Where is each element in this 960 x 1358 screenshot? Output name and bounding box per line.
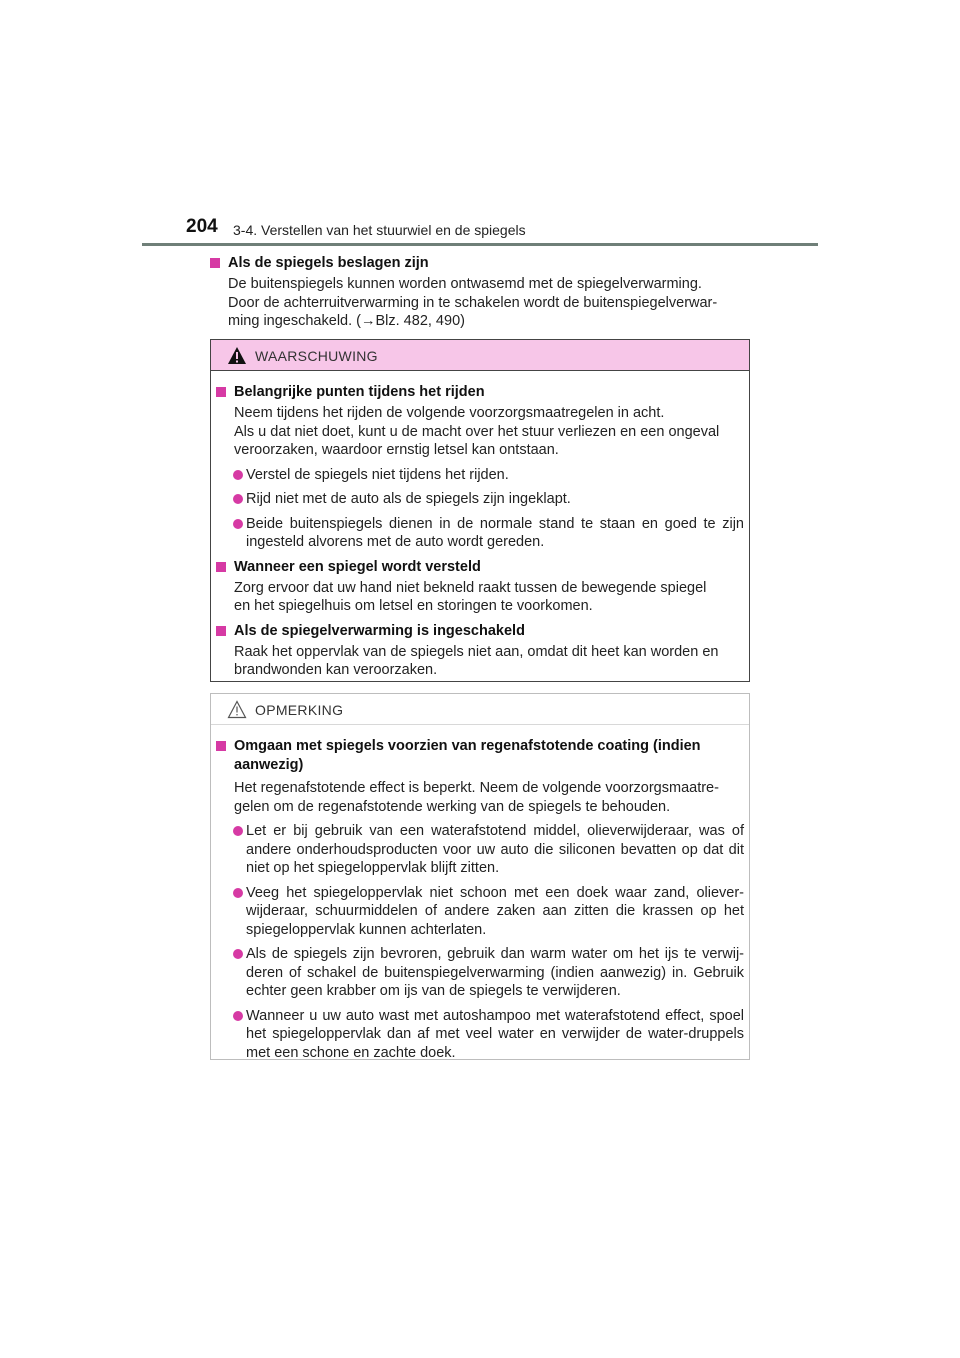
section-heading [216, 558, 744, 577]
intro-heading [210, 254, 750, 273]
section-heading [216, 383, 744, 402]
chapter-title: 3-4. Verstellen van het stuurwiel en de spiegels [233, 222, 526, 238]
intro-line: De buitenspiegels kunnen worden ontwasemd met de spiegelverwarming. [228, 276, 702, 292]
list-item [216, 1007, 744, 1063]
list-item-text: Wanneer u uw auto wast met autoshampoo met waterafstotend effect, spoel het spiegeloppervlak dan af met veel water en verwijder de water-druppels met een schone en zachte doek. [246, 1007, 744, 1061]
intro-body [210, 275, 750, 331]
body-line: Als u dat niet doet, kunt u de macht over het stuur verliezen en een ongeval [234, 423, 720, 440]
circle-bullet-icon [233, 826, 243, 836]
notice-heading-text: Omgaan met spiegels voorzien van regenafstotende coating (indien aanwezig) [234, 738, 701, 773]
warning-title: WAARSCHUWING [255, 348, 378, 364]
warning-section-driving [216, 383, 744, 552]
circle-bullet-icon [233, 519, 243, 529]
notice-triangle-icon [227, 700, 247, 719]
body-line: gelen om de regenafstotende werking van de spiegels te behouden. [234, 798, 671, 815]
list-item-text: Verstel de spiegels niet tijdens het rijden. [246, 466, 509, 483]
list-item [216, 822, 744, 878]
square-bullet-icon [216, 741, 226, 751]
list-item-text: Als de spiegels zijn bevroren, gebruik dan warm water om het ijs te verwij-deren of schakel de buitenspiegelverwarming (indien aanwezig) in. Gebruik echter geen krabber om ijs van de spiegels te verwijderen. [246, 946, 744, 999]
section-body [216, 579, 744, 616]
intro-line: Door de achterruitverwarming in te schakelen wordt de buitenspiegelverwar- [228, 294, 718, 311]
body-line: brandwonden kan veroorzaken. [234, 662, 438, 678]
section-heading-text: Wanneer een spiegel wordt versteld [234, 558, 481, 575]
square-bullet-icon [216, 387, 226, 397]
header-rule [142, 243, 818, 246]
section-heading-text: Als de spiegelverwarming is ingeschakeld [234, 622, 525, 639]
notice-title: OPMERKING [255, 702, 344, 718]
notice-intro [216, 779, 744, 816]
section-body [216, 404, 744, 460]
section-heading-text: Belangrijke punten tijdens het rijden [234, 384, 485, 400]
intro-line: ming ingeschakeld. (→Blz. 482, 490) [228, 313, 465, 329]
square-bullet-icon [210, 258, 220, 268]
body-line: Zorg ervoor dat uw hand niet bekneld raakt tussen de bewegende spiegel [234, 579, 707, 596]
list-item [216, 884, 744, 940]
notice-box [210, 693, 750, 1060]
circle-bullet-icon [233, 888, 243, 898]
list-item [216, 945, 744, 1001]
warning-section-adjusting [216, 558, 744, 616]
square-bullet-icon [216, 562, 226, 572]
warning-box [210, 339, 750, 682]
square-bullet-icon [216, 626, 226, 636]
list-item-text: Veeg het spiegeloppervlak niet schoon met een doek waar zand, oliever-wijderaar, schuurmiddelen of andere zaken aan zitten die krassen op het spiegeloppervlak kunnen achterlaten. [246, 884, 744, 938]
circle-bullet-icon [233, 949, 243, 959]
body-line: veroorzaken, waardoor ernstig letsel kan ontstaan. [234, 442, 559, 458]
page-number: 204 [186, 216, 218, 237]
list-item-text: Beide buitenspiegels dienen in de normale stand te staan en goed te zijn ingesteld alvorens met de auto wordt gereden. [246, 515, 744, 550]
warning-section-heater [216, 622, 744, 680]
body-line: Neem tijdens het rijden de volgende voorzorgsmaatregelen in acht. [234, 405, 665, 421]
body-line: Het regenafstotende effect is beperkt. Neem de volgende voorzorgsmaatre- [234, 780, 719, 796]
section-body [216, 643, 744, 680]
list-item-text: Let er bij gebruik van een waterafstotend middel, olieverwijderaar, was of andere onderhoudsproducten voor uw auto die siliconen bevatten op dat dit niet op het spiegeloppervlak blijft zitten. [246, 823, 744, 876]
notice-heading [216, 737, 744, 775]
circle-bullet-icon [233, 494, 243, 504]
intro-section [210, 254, 750, 331]
warning-header [211, 340, 749, 371]
list-item [216, 466, 744, 485]
section-heading [216, 622, 744, 641]
warning-triangle-icon [227, 346, 247, 365]
list-item [216, 515, 744, 552]
list-item-text: Rijd niet met de auto als de spiegels zijn ingeklapt. [246, 491, 571, 507]
notice-body [211, 725, 749, 1062]
notice-header [211, 694, 749, 725]
circle-bullet-icon [233, 470, 243, 480]
body-line: en het spiegelhuis om letsel en storingen te voorkomen. [234, 598, 593, 614]
body-line: Raak het oppervlak van de spiegels niet aan, omdat dit heet kan worden en [234, 643, 719, 660]
circle-bullet-icon [233, 1011, 243, 1021]
intro-heading-text: Als de spiegels beslagen zijn [228, 255, 429, 271]
warning-body [211, 371, 749, 680]
list-item [216, 490, 744, 509]
